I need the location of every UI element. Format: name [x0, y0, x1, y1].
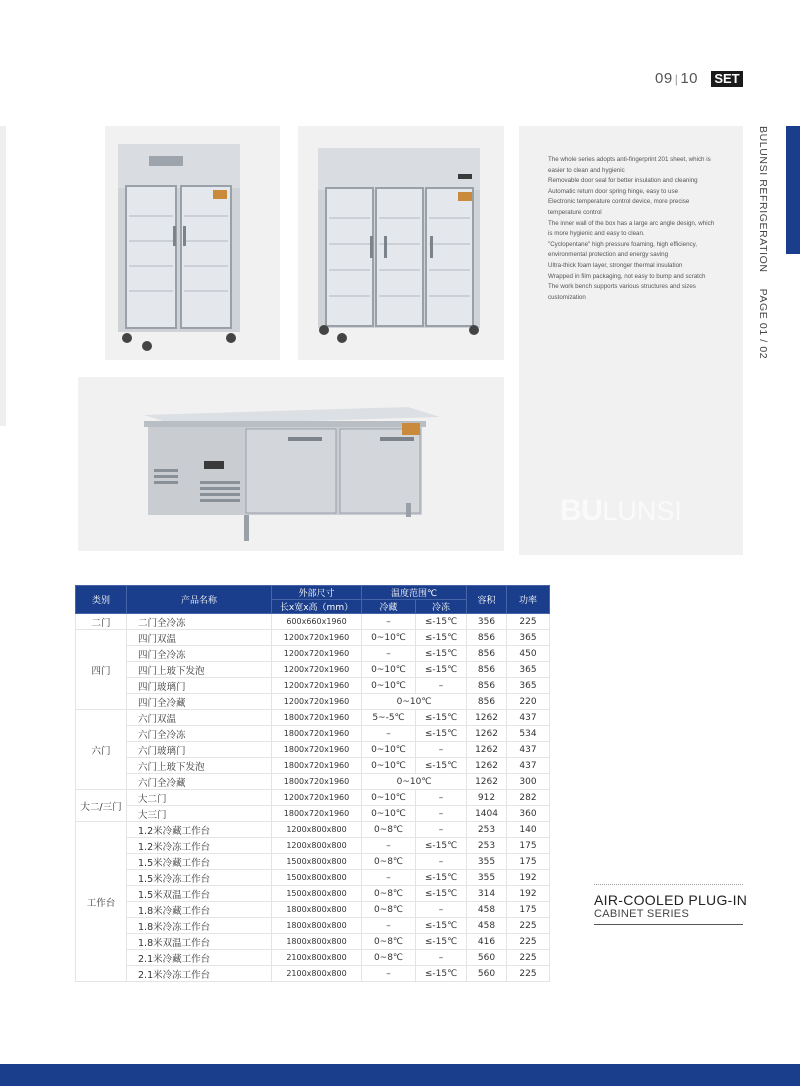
table-row	[76, 646, 550, 662]
workbench-panel	[78, 377, 504, 551]
temperature-cold-cell: 0~10℃	[362, 678, 416, 694]
power-cell: 365	[507, 662, 550, 678]
temperature-cold-cell: –	[362, 726, 416, 742]
volume-cell: 856	[467, 694, 507, 710]
power-cell: 437	[507, 710, 550, 726]
volume-cell: 1262	[467, 774, 507, 790]
series-subtitle: CABINET SERIES	[594, 908, 690, 920]
power-cell: 360	[507, 806, 550, 822]
temperature-freeze-cell: ≤-15℃	[416, 918, 467, 934]
dimensions-cell: 1800x720x1960	[272, 758, 362, 774]
header-volume: 容积	[467, 586, 507, 614]
power-cell: 192	[507, 870, 550, 886]
series-dotted-rule	[594, 884, 743, 885]
temperature-freeze-cell: ≤-15℃	[416, 838, 467, 854]
dimensions-cell: 1200x720x1960	[272, 662, 362, 678]
table-row	[76, 854, 550, 870]
power-cell: 225	[507, 950, 550, 966]
power-cell: 225	[507, 934, 550, 950]
dimensions-cell: 1800x720x1960	[272, 742, 362, 758]
product-name-cell: 四门双温	[127, 630, 272, 646]
dimensions-cell: 2100x800x800	[272, 950, 362, 966]
series-rule	[594, 924, 743, 925]
dimensions-cell: 1200x720x1960	[272, 630, 362, 646]
dimensions-cell: 1800x720x1960	[272, 774, 362, 790]
table-row	[76, 662, 550, 678]
volume-cell: 856	[467, 646, 507, 662]
spec-table	[75, 585, 550, 982]
feature-line: The work bench supports various structures and sizes	[548, 283, 696, 291]
feature-line: Automatic return door spring hinge, easy to use	[548, 187, 679, 195]
category-cell: 工作台	[76, 822, 127, 982]
table-row	[76, 758, 550, 774]
table-row	[76, 950, 550, 966]
category-cell: 大二/三门	[76, 790, 127, 822]
dimensions-cell: 1500x800x800	[272, 854, 362, 870]
dimensions-cell: 600x660x1960	[272, 614, 362, 630]
product-name-cell: 二门全冷冻	[127, 614, 272, 630]
product-name-cell: 1.5米冷冻工作台	[127, 870, 272, 886]
temperature-freeze-cell: ≤-15℃	[416, 886, 467, 902]
feature-line: Ultra-thick foam layer, stronger thermal insulation	[548, 261, 683, 269]
product-name-cell: 四门全冷藏	[127, 694, 272, 710]
table-row	[76, 694, 550, 710]
table-row	[76, 870, 550, 886]
temperature-freeze-cell: ≤-15℃	[416, 934, 467, 950]
product-name-cell: 1.2米冷藏工作台	[127, 822, 272, 838]
volume-cell: 1404	[467, 806, 507, 822]
power-cell: 365	[507, 678, 550, 694]
three-door-glass-fridge-photo	[298, 126, 504, 360]
power-cell: 437	[507, 758, 550, 774]
table-row	[76, 902, 550, 918]
table-row	[76, 790, 550, 806]
temperature-cold-cell: 0~8℃	[362, 950, 416, 966]
volume-cell: 253	[467, 822, 507, 838]
temperature-cold-cell: 0~10℃	[362, 630, 416, 646]
page-number-right: 10	[680, 70, 698, 87]
side-vertical-label	[757, 126, 769, 359]
table-row	[76, 614, 550, 630]
volume-cell: 856	[467, 678, 507, 694]
left-edge-tab	[0, 126, 6, 426]
feature-line: Electronic temperature control device, more precise	[548, 198, 690, 206]
temperature-freeze-cell: ≤-15℃	[416, 614, 467, 630]
power-cell: 175	[507, 902, 550, 918]
temperature-cold-cell: 0~10℃	[362, 758, 416, 774]
product-name-cell: 四门玻璃门	[127, 678, 272, 694]
category-cell: 四门	[76, 630, 127, 710]
volume-cell: 856	[467, 662, 507, 678]
temperature-cold-cell: 5~-5℃	[362, 710, 416, 726]
feature-line: Removable door seal for better insulation and cleaning	[548, 177, 698, 185]
temperature-freeze-cell: –	[416, 806, 467, 822]
dimensions-cell: 1800x800x800	[272, 934, 362, 950]
temperature-merged-cell: 0~10℃	[362, 694, 467, 710]
product-name-cell: 2.1米冷藏工作台	[127, 950, 272, 966]
feature-line: temperature control	[548, 208, 602, 216]
dimensions-cell: 1800x720x1960	[272, 806, 362, 822]
page-numbers	[655, 70, 698, 87]
temperature-cold-cell: 0~8℃	[362, 822, 416, 838]
power-cell: 534	[507, 726, 550, 742]
feature-line: customization	[548, 293, 586, 301]
temperature-freeze-cell: –	[416, 950, 467, 966]
temperature-freeze-cell: ≤-15℃	[416, 870, 467, 886]
temperature-cold-cell: 0~8℃	[362, 886, 416, 902]
temperature-cold-cell: –	[362, 614, 416, 630]
workbench-fridge-photo	[78, 377, 504, 551]
header-temp-freeze: 冷冻	[416, 600, 467, 614]
power-cell: 175	[507, 838, 550, 854]
dimensions-cell: 1200x720x1960	[272, 790, 362, 806]
header-dims-sub: 长x宽x高（mm）	[272, 600, 362, 614]
power-cell: 225	[507, 966, 550, 982]
category-cell: 二门	[76, 614, 127, 630]
dimensions-cell: 1200x720x1960	[272, 694, 362, 710]
spec-table-body	[76, 614, 550, 982]
header-temp-cold: 冷藏	[362, 600, 416, 614]
dimensions-cell: 2100x800x800	[272, 966, 362, 982]
temperature-cold-cell: 0~8℃	[362, 934, 416, 950]
feature-list	[548, 155, 733, 303]
set-badge: SET	[711, 71, 743, 87]
temperature-cold-cell: 0~8℃	[362, 854, 416, 870]
volume-cell: 314	[467, 886, 507, 902]
volume-cell: 355	[467, 870, 507, 886]
product-name-cell: 2.1米冷冻工作台	[127, 966, 272, 982]
temperature-freeze-cell: –	[416, 678, 467, 694]
temperature-freeze-cell: ≤-15℃	[416, 966, 467, 982]
watermark-bold: BU	[560, 494, 603, 527]
volume-cell: 856	[467, 630, 507, 646]
temperature-freeze-cell: –	[416, 790, 467, 806]
table-row	[76, 886, 550, 902]
table-row	[76, 742, 550, 758]
volume-cell: 253	[467, 838, 507, 854]
temperature-cold-cell: 0~10℃	[362, 742, 416, 758]
temperature-cold-cell: –	[362, 966, 416, 982]
power-cell: 437	[507, 742, 550, 758]
watermark-rest: LUNSI	[602, 496, 682, 526]
volume-cell: 1262	[467, 710, 507, 726]
temperature-freeze-cell: –	[416, 742, 467, 758]
table-row	[76, 630, 550, 646]
product-name-cell: 六门全冷藏	[127, 774, 272, 790]
dimensions-cell: 1200x720x1960	[272, 646, 362, 662]
dimensions-cell: 1800x800x800	[272, 902, 362, 918]
dimensions-cell: 1800x800x800	[272, 918, 362, 934]
temperature-cold-cell: –	[362, 870, 416, 886]
header-category: 类别	[76, 586, 127, 614]
dimensions-cell: 1200x800x800	[272, 822, 362, 838]
temperature-freeze-cell: ≤-15℃	[416, 726, 467, 742]
page-separator: |	[674, 72, 679, 86]
product-name-cell: 1.8米冷冻工作台	[127, 918, 272, 934]
product-name-cell: 四门上玻下发泡	[127, 662, 272, 678]
temperature-cold-cell: –	[362, 646, 416, 662]
temperature-cold-cell: –	[362, 918, 416, 934]
feature-line: Wrapped in film packaging, not easy to bump and scratch	[548, 272, 706, 280]
volume-cell: 1262	[467, 726, 507, 742]
series-title: AIR-COOLED PLUG-IN	[594, 892, 748, 908]
temperature-merged-cell: 0~10℃	[362, 774, 467, 790]
volume-cell: 560	[467, 966, 507, 982]
feature-line: The inner wall of the box has a large arc angle design, which	[548, 219, 715, 227]
feature-line: The whole series adopts anti-fingerprint 201 sheet, which is	[548, 156, 711, 163]
table-row	[76, 726, 550, 742]
temperature-cold-cell: 0~8℃	[362, 902, 416, 918]
power-cell: 175	[507, 854, 550, 870]
product-name-cell: 1.2米冷冻工作台	[127, 838, 272, 854]
feature-line: easier to clean and hygienic	[548, 166, 625, 174]
temperature-cold-cell: 0~10℃	[362, 790, 416, 806]
header-power: 功率	[507, 586, 550, 614]
dimensions-cell: 1800x720x1960	[272, 710, 362, 726]
dimensions-cell: 1500x800x800	[272, 886, 362, 902]
volume-cell: 560	[467, 950, 507, 966]
temperature-freeze-cell: ≤-15℃	[416, 710, 467, 726]
power-cell: 225	[507, 614, 550, 630]
feature-line: "Cyclopentane" high pressure foaming, high efficiency,	[548, 240, 697, 248]
power-cell: 450	[507, 646, 550, 662]
temperature-freeze-cell: ≤-15℃	[416, 646, 467, 662]
power-cell: 220	[507, 694, 550, 710]
side-brand-text: BULUNSI REFRIGERATION	[757, 126, 769, 273]
table-row	[76, 806, 550, 822]
power-cell: 225	[507, 918, 550, 934]
table-row	[76, 774, 550, 790]
volume-cell: 355	[467, 854, 507, 870]
two-door-glass-fridge-photo	[105, 126, 280, 360]
volume-cell: 416	[467, 934, 507, 950]
table-row	[76, 822, 550, 838]
product-name-cell: 1.5米冷藏工作台	[127, 854, 272, 870]
volume-cell: 1262	[467, 758, 507, 774]
power-cell: 300	[507, 774, 550, 790]
product-name-cell: 四门全冷冻	[127, 646, 272, 662]
table-row	[76, 918, 550, 934]
product-name-cell: 六门双温	[127, 710, 272, 726]
product-name-cell: 六门全冷冻	[127, 726, 272, 742]
three-door-fridge-panel	[298, 126, 504, 360]
product-name-cell: 1.8米冷藏工作台	[127, 902, 272, 918]
product-name-cell: 大三门	[127, 806, 272, 822]
footer-bar	[0, 1064, 800, 1086]
temperature-freeze-cell: ≤-15℃	[416, 630, 467, 646]
table-row	[76, 838, 550, 854]
volume-cell: 458	[467, 918, 507, 934]
feature-line: environmental protection and energy saving	[548, 251, 669, 259]
category-cell: 六门	[76, 710, 127, 790]
product-name-cell: 六门上玻下发泡	[127, 758, 272, 774]
dimensions-cell: 1200x800x800	[272, 838, 362, 854]
table-row	[76, 934, 550, 950]
dimensions-cell: 1200x720x1960	[272, 678, 362, 694]
power-cell: 140	[507, 822, 550, 838]
header-name: 产品名称	[127, 586, 272, 614]
side-blue-tab	[786, 126, 800, 254]
volume-cell: 1262	[467, 742, 507, 758]
header-temp: 温度范围℃	[362, 586, 467, 600]
two-door-fridge-panel	[105, 126, 280, 360]
temperature-cold-cell: 0~10℃	[362, 662, 416, 678]
product-name-cell: 1.8米双温工作台	[127, 934, 272, 950]
side-page-text: PAGE 01 / 02	[757, 288, 769, 360]
page-number-left: 09	[655, 70, 673, 87]
table-row	[76, 678, 550, 694]
temperature-cold-cell: –	[362, 838, 416, 854]
temperature-freeze-cell: –	[416, 822, 467, 838]
dimensions-cell: 1800x720x1960	[272, 726, 362, 742]
table-row	[76, 966, 550, 982]
temperature-freeze-cell: ≤-15℃	[416, 758, 467, 774]
product-name-cell: 大二门	[127, 790, 272, 806]
temperature-cold-cell: 0~10℃	[362, 806, 416, 822]
volume-cell: 356	[467, 614, 507, 630]
table-row	[76, 710, 550, 726]
feature-line: is more hygienic and easy to clean.	[548, 230, 645, 238]
temperature-freeze-cell: –	[416, 902, 467, 918]
temperature-freeze-cell: ≤-15℃	[416, 662, 467, 678]
brand-watermark	[560, 494, 682, 528]
dimensions-cell: 1500x800x800	[272, 870, 362, 886]
product-name-cell: 1.5米双温工作台	[127, 886, 272, 902]
volume-cell: 912	[467, 790, 507, 806]
volume-cell: 458	[467, 902, 507, 918]
header-dims: 外部尺寸	[272, 586, 362, 600]
power-cell: 282	[507, 790, 550, 806]
power-cell: 365	[507, 630, 550, 646]
power-cell: 192	[507, 886, 550, 902]
temperature-freeze-cell: –	[416, 854, 467, 870]
product-name-cell: 六门玻璃门	[127, 742, 272, 758]
